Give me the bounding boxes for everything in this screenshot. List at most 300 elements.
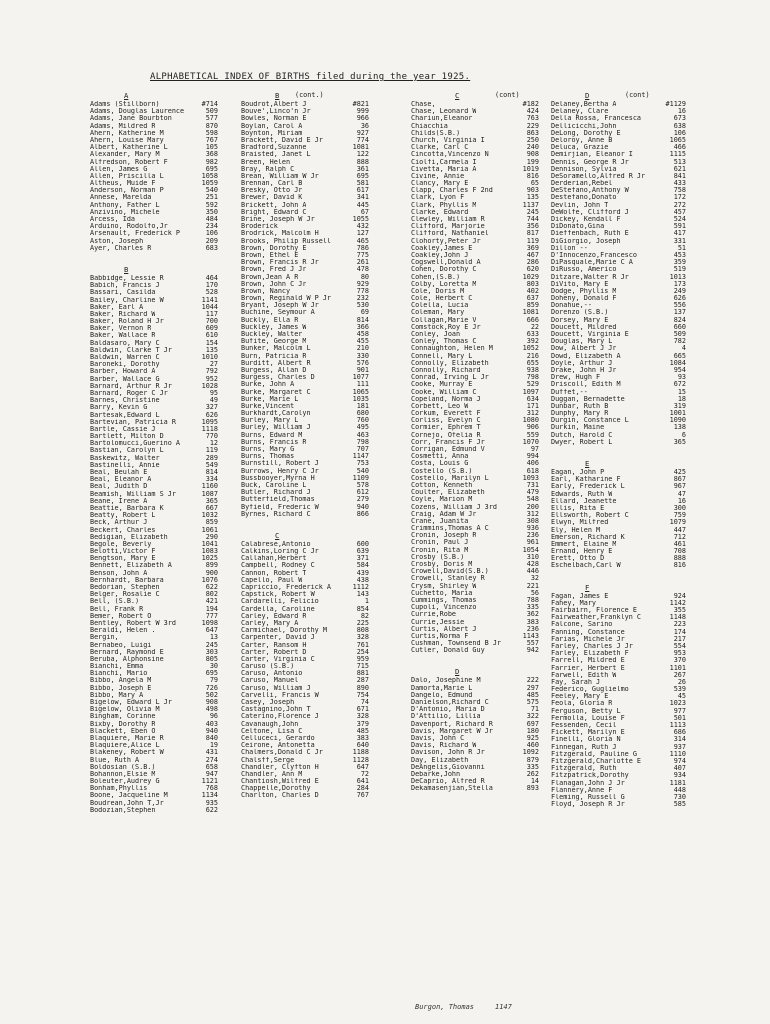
- entry-name: Burrows, Henry C Jr: [241, 467, 319, 475]
- entry-name: Fay, Sarah J: [551, 678, 601, 686]
- section-heading: [551, 460, 686, 469]
- entry-number: 119: [205, 446, 218, 455]
- entry-number: 638: [673, 121, 686, 130]
- index-entry: [551, 331, 686, 338]
- entry-number: 666: [526, 315, 539, 324]
- entry-number: 1113: [669, 721, 686, 729]
- entry-number: 637: [526, 294, 539, 303]
- entry-name: Dennis, George R Jr: [551, 158, 629, 166]
- index-entry: [241, 137, 369, 144]
- section-letter: C: [275, 530, 280, 540]
- index-entry: [241, 252, 369, 259]
- index-entry: [241, 331, 369, 338]
- entry-number: 173: [673, 279, 686, 288]
- index-entry: [90, 433, 218, 440]
- entry-number: 824: [673, 315, 686, 324]
- index-entry: [411, 453, 539, 460]
- index-entry: [411, 475, 539, 482]
- entry-number: 816: [673, 561, 686, 570]
- entry-number: 1044: [201, 302, 218, 311]
- entry-name: Colby, Loretta M: [411, 280, 477, 288]
- entry-name: Debarke,John: [411, 770, 461, 778]
- index-entry: [411, 735, 539, 742]
- index-entry: [90, 469, 218, 476]
- index-entry: [241, 620, 369, 627]
- entry-number: 1095: [201, 417, 218, 426]
- section-continued-note: (cont): [495, 91, 520, 99]
- index-entry: [90, 764, 218, 771]
- entry-number: 1142: [669, 598, 686, 607]
- entry-name: Childs(S.B.): [411, 129, 461, 137]
- entry-name: Baroneki, Dorothy: [90, 361, 160, 369]
- index-entry: [411, 504, 539, 511]
- entry-name: Boudrean,John T,Jr: [90, 799, 164, 807]
- index-entry: [551, 715, 686, 722]
- entry-name: Brackett, David E Jr: [241, 136, 323, 144]
- index-entry: [90, 194, 218, 201]
- index-entry: [90, 527, 218, 534]
- index-entry: [411, 331, 539, 338]
- entry-number: 758: [673, 186, 686, 195]
- entry-name: Crowell,David(S.B.): [411, 568, 489, 576]
- entry-number: 501: [673, 713, 686, 722]
- entry-number: 695: [205, 669, 218, 678]
- entry-name: Deluca, Grazie: [551, 144, 609, 152]
- index-entry: [241, 151, 369, 158]
- entry-name: Dorenzo (S.B.): [551, 309, 609, 317]
- entry-name: Babbidge, Lessie R: [90, 274, 164, 282]
- entry-name: Begole, Beverly: [90, 540, 152, 548]
- entry-name: Connaughton, Helen M: [411, 345, 493, 353]
- entry-number: 1028: [201, 381, 218, 390]
- index-entry: [241, 194, 369, 201]
- entry-number: 936: [526, 524, 539, 533]
- index-entry: [90, 505, 218, 512]
- entry-name: Bohannon,Elsie M: [90, 770, 156, 778]
- index-entry: [90, 245, 218, 252]
- index-entry: [90, 584, 218, 591]
- entry-number: 622: [205, 583, 218, 591]
- entry-name: Bright, Edward C: [241, 208, 307, 216]
- entry-number: 433: [673, 179, 686, 188]
- entry-number: 465: [356, 236, 369, 245]
- index-entry: [411, 410, 539, 417]
- index-entry: [90, 742, 218, 749]
- index-entry: [411, 568, 539, 575]
- entry-name: Bastian, Carolyn L: [90, 447, 164, 455]
- entry-name: Burke, Marie L: [241, 395, 299, 403]
- entry-name: Bedorian, Stephen: [90, 584, 160, 591]
- entry-number: #1129: [665, 100, 686, 108]
- entry-number: 464: [205, 273, 218, 282]
- entry-name: Conrad, Irving L Jr: [411, 374, 489, 382]
- entry-number: 341: [356, 193, 369, 202]
- entry-number: 726: [205, 683, 218, 692]
- entry-name: Chase, Leonard W: [411, 108, 477, 116]
- index-entry: [411, 252, 539, 259]
- entry-number: 406: [526, 459, 539, 468]
- entry-name: Delaney,Bertha A: [551, 101, 617, 108]
- entry-number: 105: [205, 143, 218, 152]
- index-entry: [241, 713, 369, 720]
- entry-name: Bentley, Robert W 3rd: [90, 619, 176, 627]
- entry-name: Fickett, Marilyn E: [551, 729, 625, 737]
- entry-number: 1134: [201, 791, 218, 800]
- entry-number: 69: [360, 308, 369, 317]
- index-entry: [551, 180, 686, 187]
- entry-name: Anderson, Norman P: [90, 187, 164, 195]
- entry-name: DeSoramello,Alfred R Jr: [551, 172, 646, 180]
- index-entry: [90, 685, 218, 692]
- index-entry: [241, 453, 369, 460]
- entry-name: Celtone, Lisa C: [241, 727, 303, 735]
- entry-number: 641: [356, 777, 369, 786]
- entry-number: 942: [526, 646, 539, 655]
- index-entry: [551, 607, 686, 614]
- entry-name: Allen, Priscilla L: [90, 172, 164, 180]
- index-entry: [551, 787, 686, 794]
- entry-name: Cronin, Paul J: [411, 539, 469, 547]
- index-entry: [551, 317, 686, 324]
- entry-number: 1061: [201, 525, 218, 534]
- index-entry: [411, 468, 539, 475]
- index-entry: [551, 469, 686, 476]
- index-entry: [90, 649, 218, 656]
- index-entry: [90, 123, 218, 130]
- index-entry: [90, 383, 218, 390]
- entry-name: Boldosian (S.B.): [90, 763, 156, 771]
- index-entry: [90, 512, 218, 519]
- entry-number: 16: [677, 107, 686, 116]
- entry-name: Beal, Judith D: [90, 483, 148, 491]
- section-letter: D: [585, 91, 590, 100]
- entry-number: 209: [205, 236, 218, 245]
- entry-number: 817: [526, 229, 539, 238]
- index-entry: [411, 288, 539, 295]
- entry-name: Bibbo, Joseph E: [90, 684, 152, 692]
- entry-number: 859: [526, 301, 539, 310]
- letter-section: [411, 668, 539, 792]
- entry-name: Coulter, Elizabeth: [411, 489, 485, 497]
- entry-number: 767: [205, 135, 218, 144]
- entry-number: 300: [673, 503, 686, 512]
- index-entry: [411, 108, 539, 115]
- letter-section: [551, 460, 686, 570]
- index-entry: [241, 159, 369, 166]
- index-entry: [411, 151, 539, 158]
- entry-name: Buchine, Seymour A: [241, 309, 315, 317]
- index-entry: [241, 749, 369, 756]
- entry-number: 1181: [669, 778, 686, 787]
- entry-name: Bartesak,Edward L: [90, 411, 160, 419]
- index-entry: [551, 527, 686, 534]
- index-column-1: [90, 92, 218, 828]
- index-entry: [241, 288, 369, 295]
- entry-name: Bedigian, Elizabeth: [90, 533, 168, 541]
- section-heading: [90, 92, 218, 101]
- entry-number: 32: [530, 574, 539, 583]
- entry-number: 1001: [669, 409, 686, 418]
- entry-number: 15: [677, 387, 686, 396]
- entry-number: 362: [526, 610, 539, 619]
- index-entry: [90, 101, 218, 108]
- entry-name: Davis, John C: [411, 734, 465, 742]
- entry-number: 854: [356, 604, 369, 613]
- entry-number: 135: [526, 193, 539, 202]
- entry-name: Cohen,(S.B.): [411, 273, 461, 281]
- entry-number: 461: [673, 539, 686, 548]
- index-entry: [90, 792, 218, 799]
- entry-name: Bernhardt, Barbara: [90, 576, 164, 584]
- entry-number: 927: [356, 128, 369, 137]
- entry-number: #714: [201, 100, 218, 108]
- entry-name: Allen, James G: [90, 165, 148, 173]
- entry-name: Ernand, Henry E: [551, 548, 613, 556]
- entry-name: Burns, Francis R: [241, 438, 307, 446]
- entry-name: Damorta,Marie L: [411, 684, 473, 692]
- index-entry: [90, 670, 218, 677]
- entry-number: 16: [677, 496, 686, 505]
- entry-number: 591: [673, 222, 686, 231]
- entry-name: Duffet,--: [551, 388, 588, 396]
- entry-name: Bernard, Raymond E: [90, 648, 164, 656]
- entry-name: DeWolfe, Clifford J: [551, 208, 629, 216]
- entry-name: Edwards, Ruth W: [551, 490, 613, 498]
- entry-name: Drew, Hugh F: [551, 374, 601, 382]
- entry-name: Cosmetti, Anna: [411, 453, 469, 461]
- entry-number: 284: [356, 784, 369, 793]
- index-entry: [241, 238, 369, 245]
- index-entry: [551, 417, 686, 424]
- index-entry: [551, 245, 686, 252]
- entry-number: 672: [673, 380, 686, 389]
- index-entry: [90, 692, 218, 699]
- entry-name: Cotton, Kenneth: [411, 481, 473, 489]
- index-entry: [90, 340, 218, 347]
- entry-number: 74: [360, 698, 369, 706]
- entry-name: Fessenden, Cecil: [551, 722, 617, 729]
- entry-number: 51: [677, 243, 686, 252]
- index-entry: [90, 483, 218, 490]
- index-entry: [411, 417, 539, 424]
- entry-number: 539: [673, 685, 686, 694]
- entry-number: 119: [526, 236, 539, 245]
- entry-name: Cohen, Dorothy C: [411, 266, 477, 274]
- index-entry: [551, 374, 686, 381]
- index-entry: [551, 353, 686, 360]
- entry-number: 1079: [669, 518, 686, 527]
- entry-name: Baker, Vernon R: [90, 325, 152, 333]
- entry-name: Dunbar, Ruth B: [551, 402, 609, 410]
- index-entry: [241, 439, 369, 446]
- index-entry: [411, 728, 539, 735]
- entry-number: 1081: [352, 143, 369, 152]
- entry-name: Cole, Herbert C: [411, 295, 473, 303]
- index-entry: [241, 757, 369, 764]
- entry-number: 673: [673, 114, 686, 123]
- section-letter: A: [124, 91, 129, 100]
- entry-number: 194: [205, 604, 218, 613]
- index-entry: [411, 721, 539, 728]
- entry-name: Charlton, Charles D: [241, 792, 319, 800]
- entry-number: 170: [205, 281, 218, 290]
- entry-name: Cutler, Donald Guy: [411, 647, 485, 655]
- index-entry: [90, 216, 218, 223]
- entry-number: 355: [673, 606, 686, 614]
- entry-number: 361: [356, 164, 369, 173]
- entry-name: DiPasquale,Marie C A: [551, 259, 633, 267]
- entry-number: 289: [205, 453, 218, 462]
- entry-number: 1188: [352, 748, 369, 757]
- entry-number: 754: [356, 690, 369, 699]
- entry-name: Deloroy, Anne B: [551, 136, 613, 144]
- entry-name: Coakley,James E: [411, 244, 473, 252]
- index-entry: [411, 597, 539, 604]
- entry-name: Babich, Francis J: [90, 282, 160, 290]
- index-entry: [241, 259, 369, 266]
- entry-number: #821: [352, 100, 369, 108]
- entry-name: Burns, Mary G: [241, 446, 295, 453]
- entry-name: Fermolla, Louise F: [551, 714, 625, 722]
- index-entry: [411, 611, 539, 618]
- section-letter: E: [585, 459, 590, 468]
- index-entry: [551, 223, 686, 230]
- entry-name: Ellsworth, Robert C: [551, 512, 629, 520]
- index-entry: [551, 432, 686, 439]
- entry-name: Bergin,: [90, 634, 119, 642]
- index-entry: [90, 807, 218, 814]
- index-entry: [411, 561, 539, 568]
- entry-number: 1087: [201, 489, 218, 498]
- entry-number: 934: [673, 771, 686, 780]
- index-entry: [411, 194, 539, 201]
- index-entry: [241, 381, 369, 388]
- entry-number: 262: [526, 769, 539, 778]
- index-entry: [241, 670, 369, 677]
- entry-number: 788: [526, 595, 539, 604]
- entry-name: Drake, John H Jr: [551, 366, 617, 374]
- index-entry: [241, 489, 369, 496]
- entry-name: Dutch, Harold C: [551, 431, 613, 439]
- index-entry: [241, 792, 369, 799]
- index-entry: [551, 765, 686, 772]
- entry-number: 803: [526, 279, 539, 288]
- entry-name: Connolly, Elizabeth: [411, 359, 489, 367]
- entry-number: 1160: [201, 482, 218, 491]
- entry-number: 199: [526, 157, 539, 166]
- index-entry: [241, 735, 369, 742]
- index-entry: [551, 476, 686, 483]
- index-entry: [551, 780, 686, 787]
- entry-number: 26: [677, 677, 686, 686]
- entry-name: Chandler, Clyfton H: [241, 763, 319, 771]
- index-entry: [411, 180, 539, 187]
- entry-number: 49: [209, 396, 218, 405]
- index-entry: [90, 771, 218, 778]
- entry-number: 137: [673, 308, 686, 317]
- index-entry: [241, 548, 369, 555]
- entry-name: Capriccio, Frederick A: [241, 584, 332, 591]
- index-entry: [411, 742, 539, 749]
- entry-name: Burke, John A: [241, 381, 295, 389]
- index-entry: [241, 202, 369, 209]
- entry-number: 598: [205, 128, 218, 137]
- entry-name: Finelli, Gloria N: [551, 736, 621, 744]
- entry-name: Cummings, Thomas: [411, 596, 477, 604]
- entry-number: 330: [356, 351, 369, 360]
- entry-number: 370: [673, 656, 686, 665]
- entry-number: 903: [526, 186, 539, 195]
- entry-number: 232: [356, 294, 369, 303]
- entry-number: 457: [673, 207, 686, 216]
- entry-number: 695: [205, 164, 218, 173]
- index-entry: [241, 144, 369, 151]
- entry-number: 1115: [669, 150, 686, 159]
- entry-name: Fagan, James E: [551, 592, 609, 600]
- entry-name: Flannery,Anne F: [551, 786, 613, 794]
- entry-name: Durkin, Maine: [551, 424, 605, 432]
- entry-number: 365: [205, 496, 218, 505]
- index-entry: [90, 591, 218, 598]
- index-entry: [90, 447, 218, 454]
- index-entry: [411, 692, 539, 699]
- entry-number: 45: [677, 692, 686, 701]
- entry-name: Braisted, Janet L: [241, 151, 311, 159]
- index-entry: [241, 108, 369, 115]
- entry-number: 940: [205, 726, 218, 735]
- index-entry: [241, 764, 369, 771]
- entry-number: 633: [526, 330, 539, 338]
- entry-name: Chalsff,Serge: [241, 756, 295, 764]
- entry-number: 1055: [352, 215, 369, 223]
- entry-number: 959: [356, 654, 369, 663]
- entry-number: 792: [205, 367, 218, 376]
- entry-name: Feola, Gloria R: [551, 700, 613, 708]
- index-entry: [90, 749, 218, 756]
- index-entry: [551, 548, 686, 555]
- index-entry: [241, 562, 369, 569]
- entry-number: 438: [356, 575, 369, 584]
- entry-name: Durgin, Constance L: [551, 417, 629, 425]
- entry-number: 502: [205, 690, 218, 699]
- index-entry: [411, 489, 539, 496]
- entry-number: 1058: [201, 171, 218, 180]
- entry-name: Clark, Phyllis M: [411, 201, 477, 209]
- index-entry: [411, 583, 539, 590]
- index-entry: [551, 403, 686, 410]
- section-letter: C: [455, 91, 460, 100]
- entry-name: D'Antonio, Maria D: [411, 706, 485, 714]
- entry-name: Carmichael, Dorothy M: [241, 627, 327, 635]
- index-entry: [551, 519, 686, 526]
- entry-number: 310: [526, 552, 539, 561]
- entry-number: 13: [209, 633, 218, 642]
- index-entry: [90, 318, 218, 325]
- entry-name: Duggan, Bernadette: [551, 395, 625, 403]
- entry-number: 617: [356, 186, 369, 195]
- entry-name: Carter, Robert D: [241, 648, 307, 656]
- index-entry: [241, 389, 369, 396]
- entry-name: Dekamasenjian,Stella: [411, 785, 493, 793]
- entry-number: 19: [209, 741, 218, 750]
- entry-number: 612: [356, 488, 369, 497]
- entry-number: 974: [673, 756, 686, 765]
- entry-number: 870: [205, 121, 218, 130]
- index-entry: [551, 736, 686, 743]
- entry-number: 559: [526, 430, 539, 439]
- entry-name: Bresky, Otto Jr: [241, 187, 303, 195]
- entry-number: 576: [356, 358, 369, 367]
